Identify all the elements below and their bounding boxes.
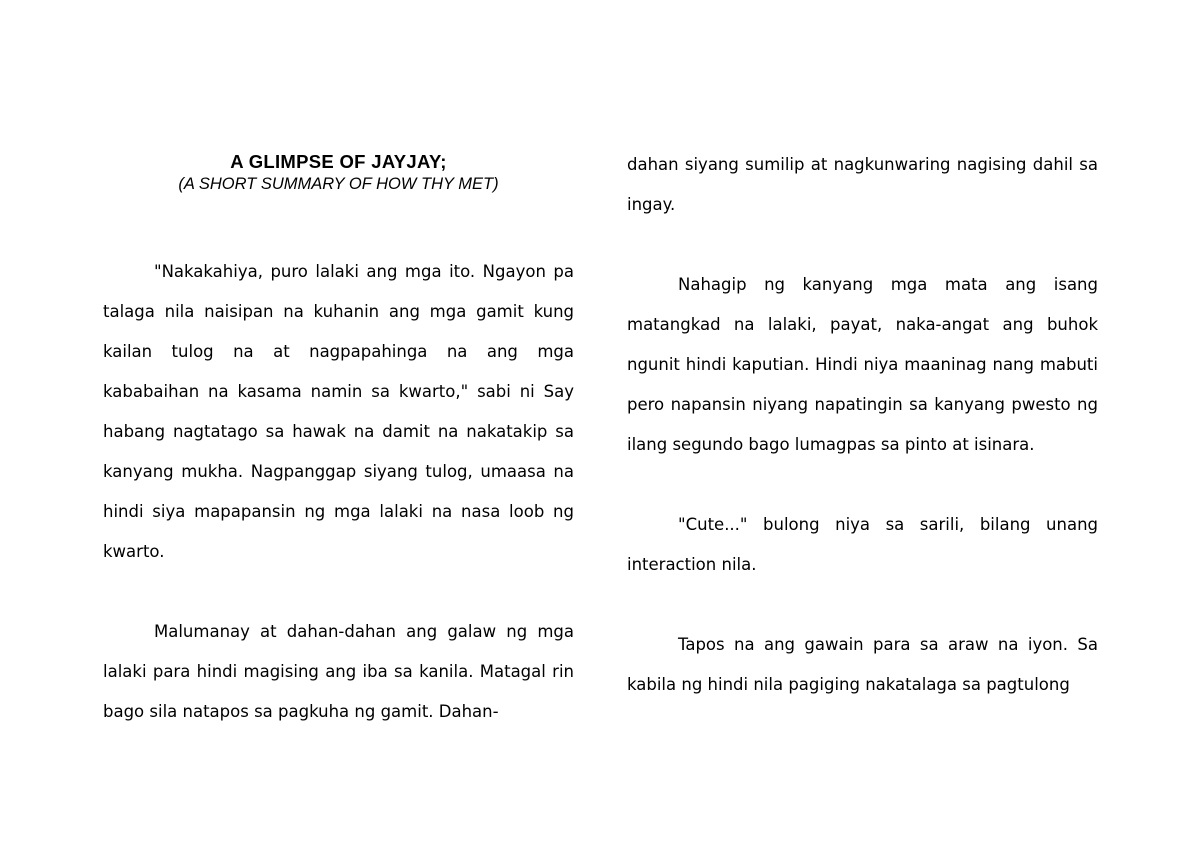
document-subtitle: (A SHORT SUMMARY OF HOW THY MET) <box>178 175 499 193</box>
right-column <box>627 145 1098 705</box>
right-paragraph-1: dahan siyang sumilip at nagkunwaring nagising dahil sa ingay. <box>627 155 1098 214</box>
document-title: A GLIMPSE OF JAYJAY; <box>230 151 447 172</box>
left-paragraph-1: "Nakakahiya, puro lalaki ang mga ito. Ngayon pa talaga nila naisipan na kuhanin ang mga gamit kung kailan tulog na at nagpapahinga na ang mga kababaihan na kasama namin sa kwarto," sabi ni Say habang nagtatago sa hawak na damit na nakatakip sa kanyang mukha. Nagpanggap siyang tulog, umaasa na hindi siya mapapansin ng mga lalaki na nasa loob ng kwarto. <box>103 262 574 561</box>
left-column <box>103 150 574 732</box>
right-paragraph-3: "Cute..." bulong niya sa sarili, bilang unang interaction nila. <box>627 515 1098 574</box>
right-paragraph-4: Tapos na ang gawain para sa araw na iyon. Sa kabila ng hindi nila pagiging nakatalaga sa pagtulong <box>627 635 1098 694</box>
title-block <box>99 150 578 194</box>
right-paragraph-2: Nahagip ng kanyang mga mata ang isang matangkad na lalaki, payat, naka-angat ang buhok ngunit hindi kaputian. Hindi niya maaninag nang mabuti pero napansin niyang napatingin sa kanyang pwesto ng ilang segundo bago lumagpas sa pinto at isinara. <box>627 275 1098 454</box>
left-paragraph-2: Malumanay at dahan-dahan ang galaw ng mga lalaki para hindi magising ang iba sa kanila. Matagal rin bago sila natapos sa pagkuha ng gamit. Dahan- <box>103 622 574 721</box>
